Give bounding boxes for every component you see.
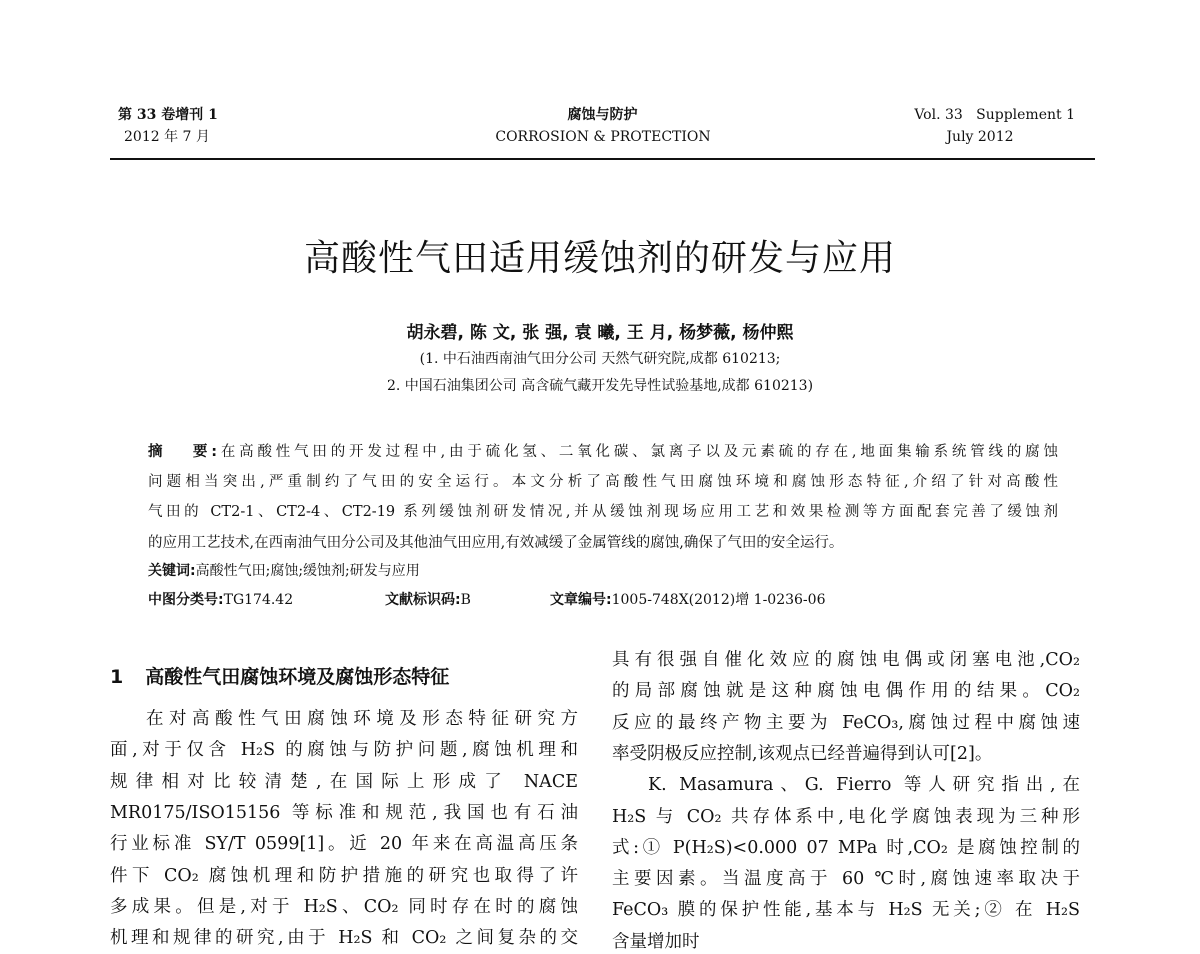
body-text-line: 式:① P(H₂S)<0.000 07 MPa 时,CO₂ 是腐蚀控制的	[612, 837, 1080, 858]
keywords-label: 关键词:	[148, 563, 196, 579]
date-en: July 2012	[946, 129, 1014, 145]
header-rule	[110, 158, 1095, 160]
body-text-line: 具有很强自催化效应的腐蚀电偶或闭塞电池,CO₂	[612, 650, 1080, 670]
body-text-line: 在对高酸性气田腐蚀环境及形态特征研究方	[146, 709, 578, 729]
body-text-line: 率受阴极反应控制,该观点已经普遍得到认可[2]。	[612, 743, 993, 764]
body-text-line: 反应的最终产物主要为 FeCO₃,腐蚀过程中腐蚀速	[612, 712, 1080, 733]
volume-en: Vol. 33 Supplement 1	[914, 107, 1075, 123]
doc-code-label: 文献标识码:	[385, 592, 461, 608]
section-number: 1	[110, 666, 124, 688]
abstract-line: 气田的 CT2-1、CT2-4、CT2-19 系列缓蚀剂研发情况,并从缓蚀剂现场应用工艺和效果检测等方面配套完善了缓蚀剂	[148, 504, 1058, 520]
body-text-line: 的局部腐蚀就是这种腐蚀电偶作用的结果。CO₂	[612, 681, 1080, 702]
doc-code-value: B	[460, 592, 471, 608]
body-text-line: 机理和规律的研究,由于 H₂S 和 CO₂ 之间复杂的交	[110, 928, 578, 949]
classification-label: 中图分类号:	[148, 592, 224, 608]
section-heading	[110, 662, 449, 689]
abstract-line: 问题相当突出,严重制约了气田的安全运行。本文分析了高酸性气田腐蚀环境和腐蚀形态特征,介绍了针对高酸性	[148, 474, 1058, 490]
body-text-line: 多成果。但是,对于 H₂S、CO₂ 同时存在时的腐蚀	[110, 896, 578, 917]
article-number-label: 文章编号:	[550, 592, 612, 608]
keywords	[148, 560, 420, 580]
authors: 胡永碧, 陈 文, 张 强, 袁 曦, 王 月, 杨梦薇, 杨仲熙	[406, 323, 794, 343]
body-text-line: 含量增加时	[612, 931, 700, 952]
body-text-line: 行业标准 SY/T 0599[1]。近 20 年来在高温高压条	[110, 834, 578, 855]
body-text-line: 主要因素。当温度高于 60 ℃时,腐蚀速率取决于	[612, 869, 1080, 890]
body-text-line: 面,对于仅含 H₂S 的腐蚀与防护问题,腐蚀机理和	[110, 740, 578, 761]
body-text-line: FeCO₃ 膜的保护性能,基本与 H₂S 无关;② 在 H₂S	[612, 900, 1080, 921]
classification-value: TG174.42	[223, 592, 294, 608]
abstract-line: 的应用工艺技术,在西南油气田分公司及其他油气田应用,有效减缓了金属管线的腐蚀,确保了气田的安全运行。	[148, 535, 844, 551]
section-title: 高酸性气田腐蚀环境及腐蚀形态特征	[145, 666, 450, 688]
journal-name-en: CORROSION & PROTECTION	[495, 129, 711, 145]
body-text-line: MR0175/ISO15156 等标准和规范,我国也有石油	[110, 802, 578, 823]
body-text-line: K. Masamura、G. Fierro 等人研究指出,在	[648, 775, 1080, 796]
keywords-value: 高酸性气田;腐蚀;缓蚀剂;研发与应用	[195, 563, 420, 579]
journal-date: 2012 年 7 月	[124, 129, 210, 145]
article-number-value: 1005-748X(2012)增 1-0236-06	[611, 592, 826, 608]
journal-name-cn: 腐蚀与防护	[567, 107, 638, 123]
affiliation-2: 2. 中国石油集团公司 高含硫气藏开发先导性试验基地,成都 610213)	[386, 378, 814, 394]
body-text-line: H₂S 与 CO₂ 共存体系中,电化学腐蚀表现为三种形	[612, 806, 1080, 827]
abstract-label: 摘 要:	[148, 444, 218, 460]
abstract-text: 在高酸性气田的开发过程中,由于硫化氢、二氧化碳、氯离子以及元素硫的存在,地面集输系统管线的腐蚀	[217, 444, 1058, 460]
abstract-line	[148, 440, 1058, 461]
paper-title: 高酸性气田适用缓蚀剂的研发与应用	[303, 238, 896, 279]
affiliation-1: (1. 中石油西南油气田分公司 天然气研究院,成都 610213;	[419, 351, 781, 367]
classification	[148, 589, 293, 609]
journal-volume: 第 33 卷增刊 1	[118, 107, 218, 123]
article-number	[550, 589, 825, 609]
doc-code	[385, 589, 471, 609]
body-text-line: 件下 CO₂ 腐蚀机理和防护措施的研究也取得了许	[110, 865, 578, 886]
body-text-line: 规律相对比较清楚,在国际上形成了 NACE	[110, 771, 578, 792]
